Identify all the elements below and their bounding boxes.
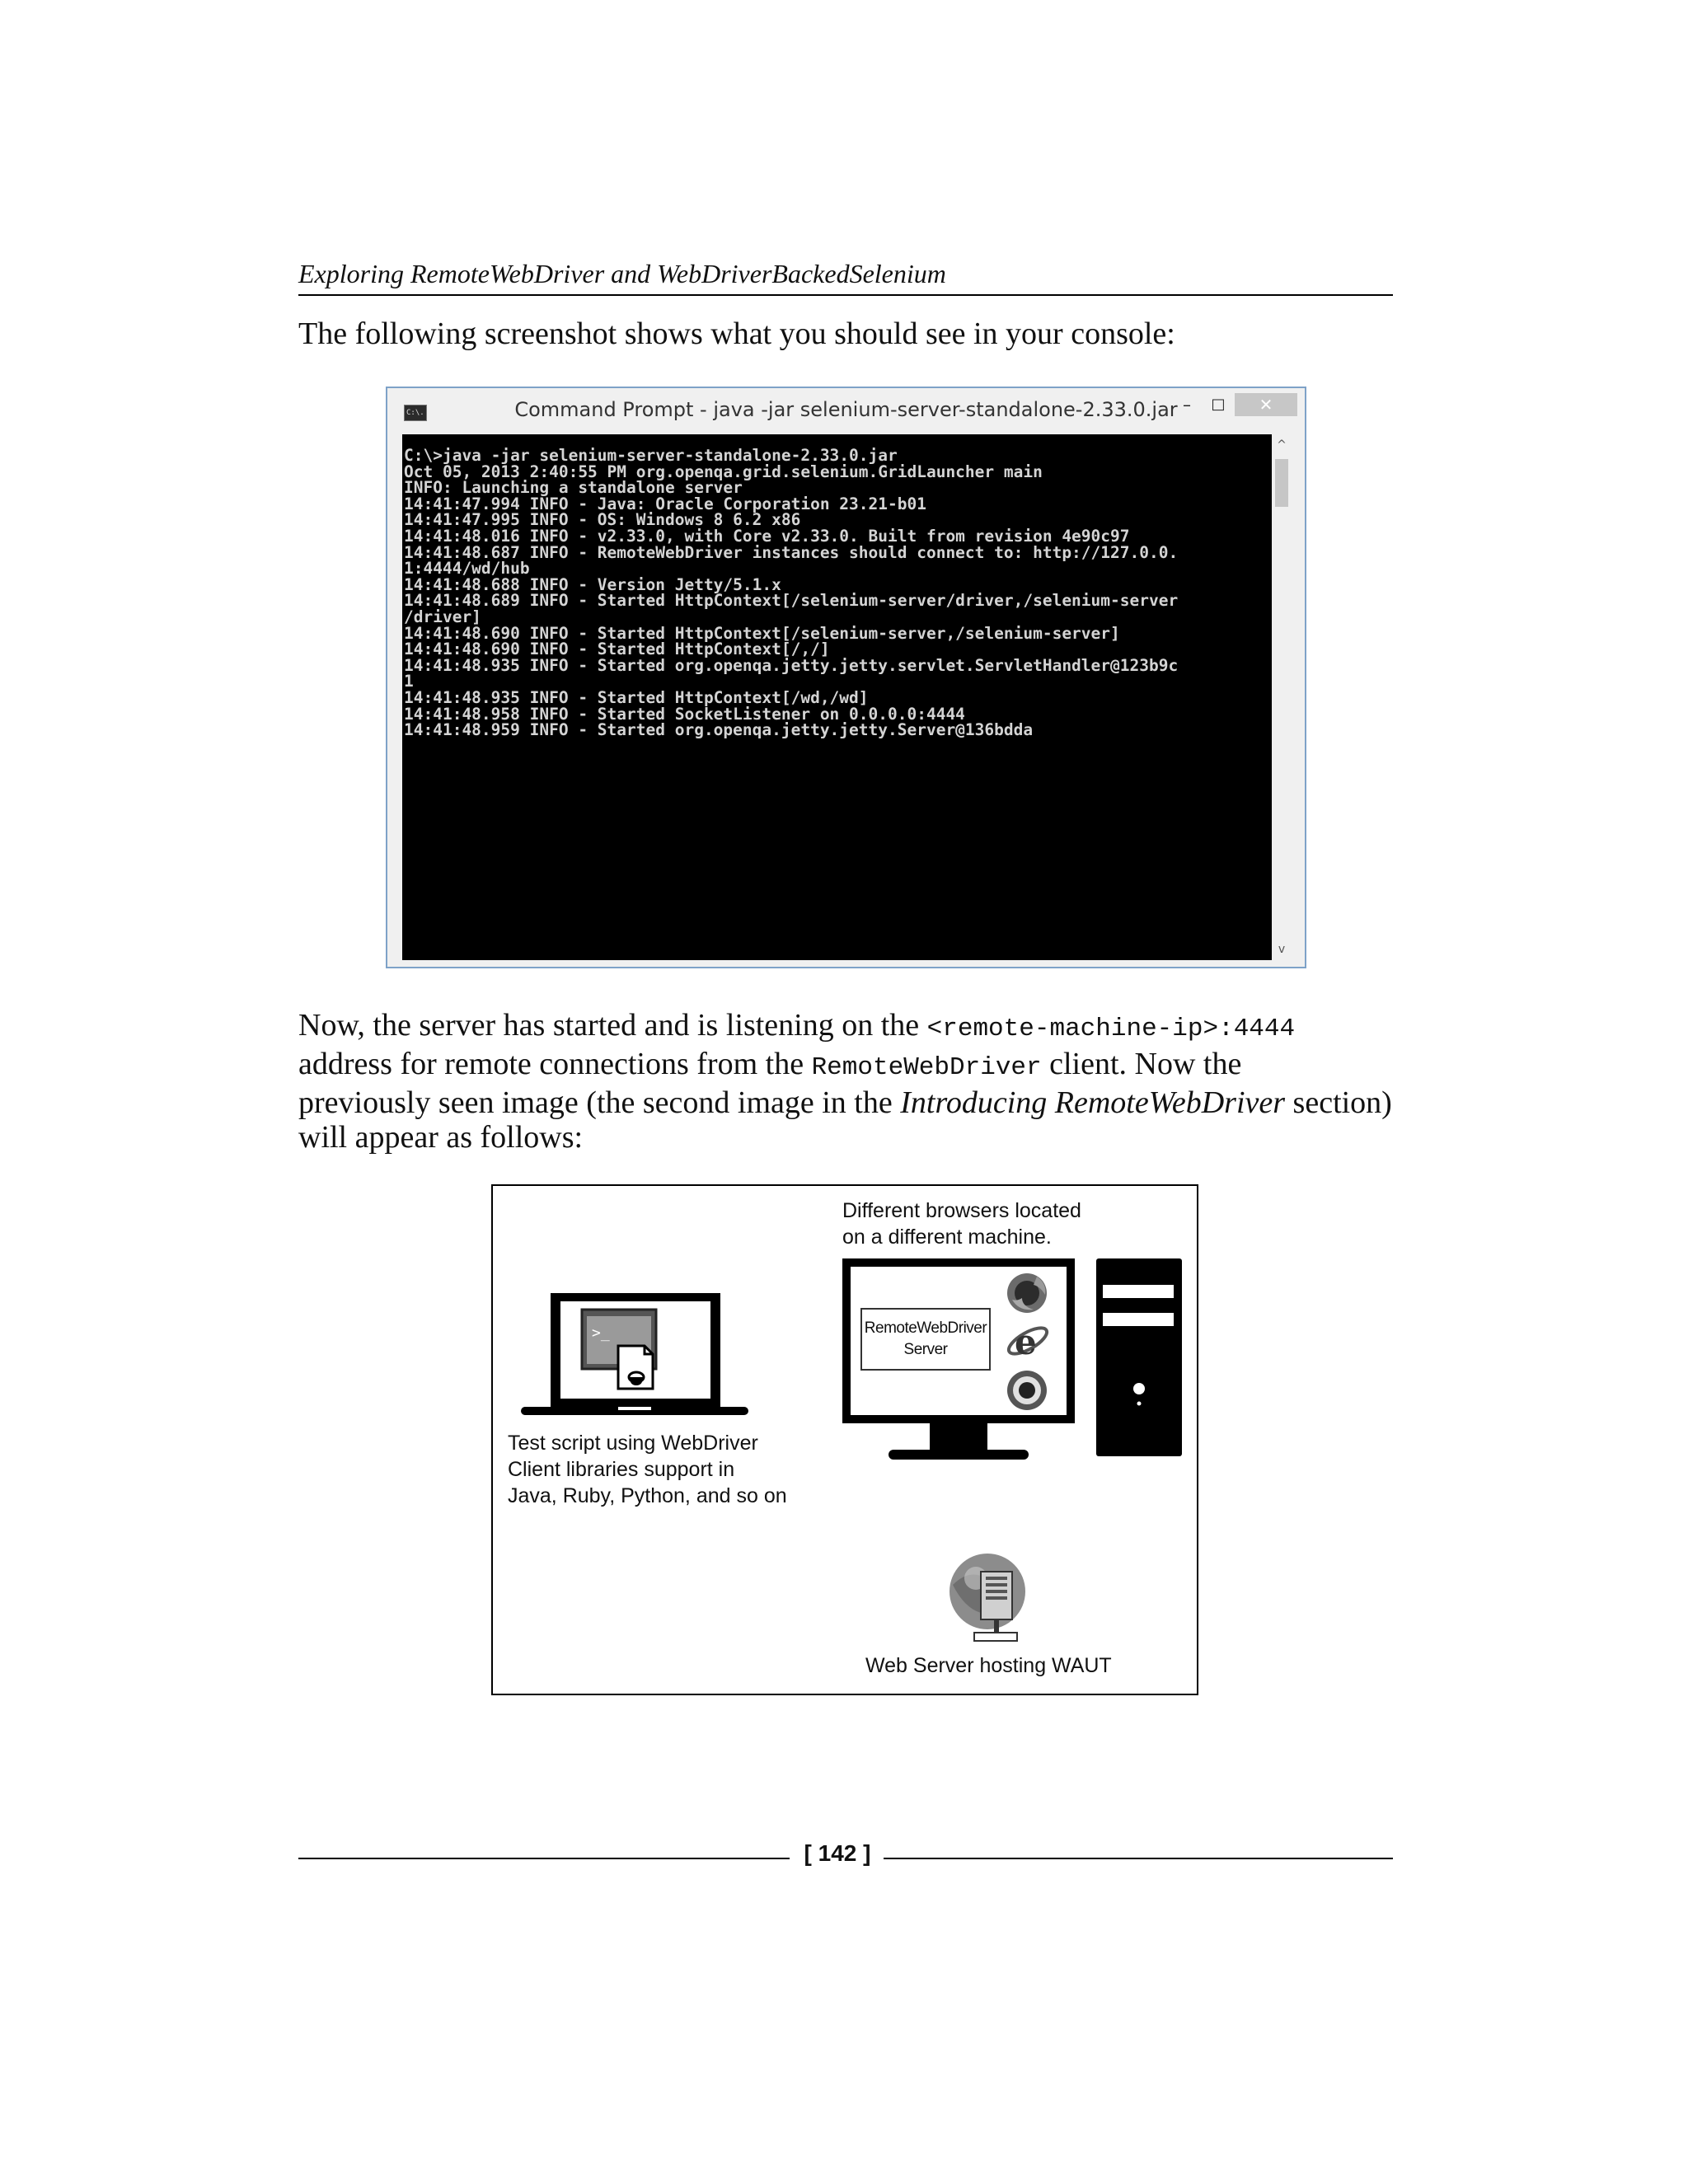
scroll-down-icon: v — [1278, 943, 1286, 956]
browsers-label: Different browsers located on a different machine. — [842, 1199, 1081, 1249]
console-line: 14:41:48.935 INFO - Started org.openqa.jetty.jetty.servlet.ServletHandler@123b9c — [404, 655, 1179, 675]
console-screenshot — [386, 387, 1306, 968]
console-line: 14:41:48.690 INFO - Started HttpContext[/selenium-server,/selenium-server] — [404, 623, 1120, 643]
footer-rule-left — [298, 1858, 790, 1859]
console-line: 14:41:48.958 INFO - Started SocketListener on 0.0.0.0:4444 — [404, 704, 965, 724]
console-line: INFO: Launching a standalone server — [404, 478, 743, 498]
console-line: C:\>java -jar selenium-server-standalone-2.33.0.jar — [404, 446, 898, 465]
console-line: 1:4444/wd/hub — [404, 559, 530, 579]
console-line: 1 — [404, 672, 414, 691]
remotewebdriver-server-box: RemoteWebDriver Server — [860, 1308, 991, 1371]
cmd-icon: C:\. — [404, 405, 427, 421]
console-line: 14:41:47.995 INFO - OS: Windows 8 6.2 x86 — [404, 510, 801, 530]
console-title-bar — [387, 388, 1305, 433]
console-line: Oct 05, 2013 2:40:55 PM org.openqa.grid.selenium.GridLauncher main — [404, 462, 1043, 481]
maximize-icon: □ — [1211, 396, 1226, 413]
firefox-icon — [1006, 1272, 1050, 1315]
console-lines — [404, 448, 1178, 738]
remote-address-code: <remote-machine-ip>:4444 — [926, 1015, 1296, 1043]
remotewebdriver-code: RemoteWebDriver — [811, 1053, 1042, 1082]
console-line: 14:41:48.688 INFO - Version Jetty/5.1.x — [404, 574, 781, 594]
console-line: 14:41:48.935 INFO - Started HttpContext[/wd,/wd] — [404, 687, 869, 707]
scroll-up-icon: ^ — [1277, 438, 1287, 452]
chrome-icon — [1006, 1369, 1048, 1412]
scroll-thumb — [1275, 459, 1288, 507]
prompt-glyph: >_ — [592, 1324, 610, 1342]
console-line: 14:41:48.016 INFO - v2.33.0, with Core v2.33.0. Built from revision 4e90c97 — [404, 526, 1130, 546]
console-line: 14:41:48.689 INFO - Started HttpContext[/selenium-server/driver,/selenium-server — [404, 591, 1179, 611]
console-title: Command Prompt - java -jar selenium-server-standalone-2.33.0.jar — [514, 398, 1178, 421]
test-script-label: Test script using WebDriver Client libraries support in Java, Ruby, Python, and so on — [508, 1432, 787, 1507]
console-line: /driver] — [404, 607, 481, 626]
svg-text:e: e — [1015, 1322, 1037, 1362]
page-number: [ 142 ] — [804, 1840, 871, 1866]
console-output — [402, 434, 1272, 960]
web-server-icon — [945, 1552, 1030, 1647]
console-line: 14:41:48.959 INFO - Started org.openqa.jetty.jetty.Server@136bdda — [404, 720, 1034, 740]
console-scrollbar — [1272, 434, 1292, 960]
console-line: 14:41:47.994 INFO - Java: Oracle Corporation 23.21-b01 — [404, 494, 926, 513]
close-icon: ✕ — [1235, 393, 1297, 416]
minimize-icon: – — [1183, 395, 1191, 415]
section-reference: Introducing RemoteWebDriver — [900, 1085, 1286, 1120]
running-header: Exploring RemoteWebDriver and WebDriverBackedSelenium — [298, 259, 1393, 296]
internet-explorer-icon — [1006, 1318, 1050, 1362]
console-line: 14:41:48.687 INFO - RemoteWebDriver instances should connect to: http://127.0.0. — [404, 542, 1179, 562]
console-line: 14:41:48.690 INFO - Started HttpContext[/,/] — [404, 640, 830, 659]
body-paragraph: Now, the server has started and is listening on the <remote-machine-ip>:4444 address for remote connections from the RemoteWebDriver client. Now the previously seen image (the second image in the Introducing RemoteWebDriver section) will appear as follows: — [298, 1008, 1392, 1155]
footer-rule-right — [884, 1858, 1393, 1859]
architecture-diagram — [491, 1184, 1198, 1695]
laptop-icon — [521, 1291, 748, 1423]
computer-tower-icon — [1096, 1258, 1182, 1456]
web-server-label: Web Server hosting WAUT — [865, 1654, 1112, 1677]
intro-paragraph: The following screenshot shows what you should see in your console: — [298, 316, 1175, 351]
